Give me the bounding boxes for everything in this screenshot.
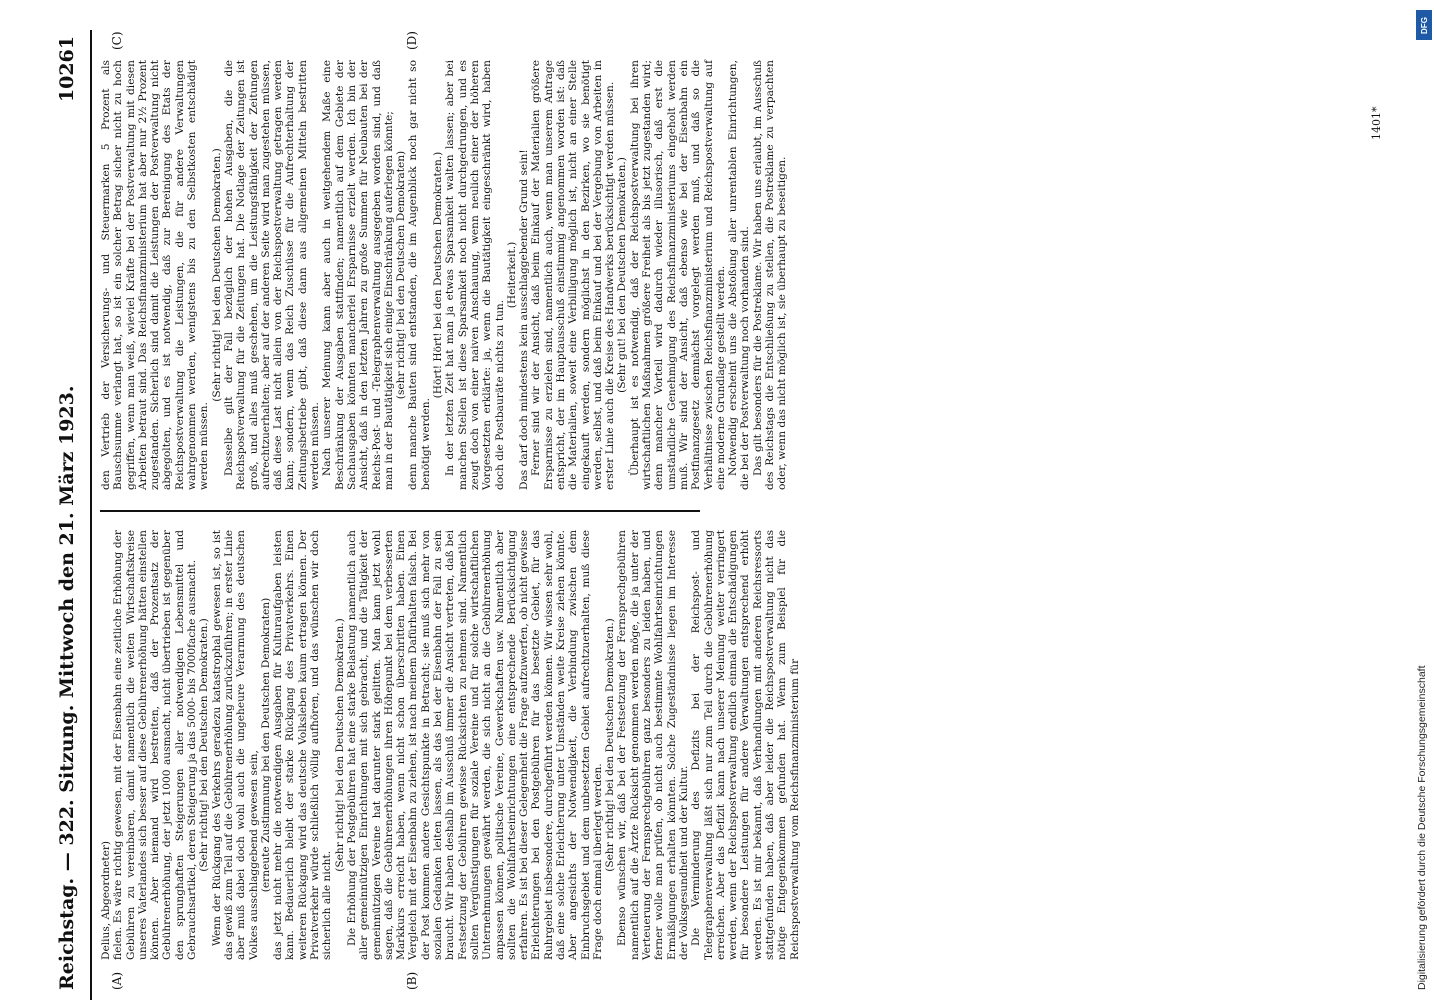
page-number: 10261 [56, 36, 78, 103]
left-column-paragraph: das jetzt nicht mehr die notwendigen Ausgaben für Kulturaufgaben leisten kann. Bedauerlich bleibt der starke Rückgang des Privatverkehrs. Einen weiteren Rückgang wird das deutsche Volksleben kaum ertragen können. Der Privatverkehr würde schließlich völlig aufhören, und das wünschen wir doch sicherlich alle nicht. [272, 530, 334, 960]
right-column-paragraph: (Sehr gut! bei den Deutschen Demokraten.) [616, 157, 629, 393]
margin-mark-d: (D) [405, 31, 419, 50]
right-column-paragraph: Notwendig erscheint uns die Abstoßung aller unrentablen Einrichtungen, die bei der Postverwaltung noch vorhanden sind. [727, 60, 752, 490]
margin-mark-c: (C) [110, 31, 124, 50]
dfg-logo-text: DFG [1419, 16, 1429, 34]
left-column-paragraph: Ebenso wünschen wir, daß bei der Festsetzung der Fernsprechgebühren namentlich auf die Ärzte Rücksicht genommen werden möge, die ja unter der Verteuerung der Fernsprechgebühren ganz besonders zu leiden haben, und ferner wolle man prüfen, ob nicht auch bestimmte Wohlfahrtseinrichtungen Ermäßigungen erhalten könnten. Solche Zugeständnisse liegen im Interesse der Volksgesundheit und der Kultur. [616, 530, 690, 960]
signature-mark: 1401* [1370, 106, 1383, 140]
right-column-paragraph: Ferner sind wir der Ansicht, daß beim Einkauf der Materialien größere Ersparnisse zu erzielen sind, namentlich auch, wenn man unserem Antrage entspricht, der im Hauptausschuß einstimmig angenommen worden ist: daß die Materialien, soweit eine Verbilligung möglich ist, nicht an einer Stelle eingekauft werden, sondern möglichst in den Bezirken, wo sie benötigt werden, selbst, und daß beim Einkauf und bei der Vergebung von Arbeiten in erster Linie auch die Kreise des Handwerks berücksichtigt werden müssen. [530, 60, 617, 490]
running-head: Reichstag. — 322. Sitzung. Mittwoch den 21. März 1923. [56, 385, 78, 990]
right-column-paragraph: (Hört! Hört! bei den Deutschen Demokraten.) [432, 151, 445, 399]
rotated-page [50, 30, 1410, 1000]
digitization-strip [1414, 0, 1434, 1000]
left-column-paragraph: Wenn der Rückgang des Verkehrs geradezu katastrophal gewesen ist, so ist das gewiß zum Teil auf die Gebührenerhöhung zurückzuführen; in erster Linie aber muß dabei doch wohl auch die ungeheure Verarmung des deutschen Volkes ausschlaggebend gewesen sein, [210, 530, 260, 960]
left-column-paragraph: (Sehr richtig! bei den Deutschen Demokraten.) [198, 618, 211, 872]
page-header [50, 30, 92, 1000]
right-column-paragraph: (Heiterkeit.) [505, 241, 518, 309]
left-column [100, 530, 801, 960]
left-column-paragraph: fielen. Es wäre richtig gewesen, mit der Eisenbahn eine zeitliche Erhöhung der Gebühren zu vereinbaren, damit namentlich die weiten Wirtschaftskreise unseres Vaterlandes sich besser auf diese Gebührenerhöhung hätten einstellen können. Aber niemand wird bestreiten, daß der Prozentsatz der Gebührenerhöhung, der jetzt 1000 ausmacht, nicht übertrieben ist gegenüber den sprunghaften Steigerungen aller notwendigen Lebensmittel und Gebrauchsartikel, deren Steigerung ja das 5000- bis 7000fache ausmacht. [112, 530, 199, 960]
margin-mark-b: (B) [405, 971, 419, 990]
column-divider [100, 510, 700, 512]
right-column-paragraph: (Sehr richtig! bei den Deutschen Demokraten.) [210, 148, 223, 402]
right-column-paragraph: In der letzten Zeit hat man ja etwas Sparsamkeit walten lassen; aber bei manchen Stellen ist diese Sparsamkeit noch nicht durchgedrungen, und es zeugt doch von einer naiven Anschauung, wenn neulich einer der höheren Vorgesetzten erklärte: ja, wenn die Bautätigkeit eingeschränkt wird, haben doch die Postbauräte nichts zu tun. [444, 60, 506, 490]
right-column-paragraph: Überhaupt ist es notwendig, daß der Reichspostverwaltung bei ihren wirtschaftlichen Maßnahmen größere Freiheit als bis jetzt zugestanden wird; denn mancher Vorteil wird dadurch wieder illusorisch, daß erst die umständliche Genehmigung des Reichsfinanzministeriums eingeholt werden muß. Wir sind der Ansicht, daß ebenso wie bei der Eisenbahn ein Postfinanzgesetz demnächst vorgelegt werden muß, und daß so die Verhältnisse zwischen Reichsfinanzministerium und Reichspostverwaltung auf eine moderne Grundlage gestellt werden. [628, 60, 727, 490]
left-column-paragraph: (Sehr richtig! bei den Deutschen Demokraten.) [604, 618, 617, 872]
right-column [100, 60, 789, 490]
right-column-paragraph: den Vertrieb der Versicherungs- und Steuermarken 5 Prozent als Bauschsumme verlangt hat, so ist ein solcher Betrag sicher nicht zu hoch gegriffen, wenn man weiß, wieviel Kräfte bei der Postverwaltung mit diesen Arbeiten betraut sind. Das Reichsfinanzministerium hat aber nur 2½ Prozent zugestanden. Sicherlich sind damit die Leistungen der Postverwaltung nicht abgegolten, und es ist notwendig, daß zur Bereinigung des Etats der Reichspostverwaltung die Leistungen, die für andere Verwaltungen wahrgenommen werden, wenigstens bis zu den Selbstkosten entschädigt werden müssen. [100, 60, 211, 490]
right-column-paragraph: Dasselbe gilt der Fall bezüglich der hohen Ausgaben, die die Reichspostverwaltung für die Zeitungen hat. Die Notlage der Zeitungen ist groß, und alles muß geschehen, um die Leistungsfähigkeit der Zeitungen aufrechtzuerhalten; aber auf der anderen Seite wird man zugestehen müssen, daß diese Last nicht allein von der Reichspostverwaltung getragen werden kann; sondern, wenn das Reich Zuschüsse für die Aufrechterhaltung der Zeitungsbetriebe gibt, daß diese dann aus allgemeinen Mitteln bestritten werden müssen. [222, 60, 322, 490]
right-column-paragraph: (sehr richtig! bei den Deutschen Demokraten) [395, 150, 408, 400]
digitization-note: Digitalisierung gefördert durch die Deutsche Forschungsgemeinschaft [1416, 665, 1428, 990]
right-column-paragraph: denn manche Bauten sind entstanden, die im Augenblick noch gar nicht so benötigt werden. [407, 60, 432, 490]
margin-mark-a: (A) [110, 971, 124, 990]
right-column-paragraph: Nach unserer Meinung kann aber auch in weitgehendem Maße eine Beschränkung der Ausgaben stattfinden; namentlich auf dem Gebiete der Sachausgaben könnten mancherlei Ersparnisse erzielt werden. Ich bin der Ansicht, daß in den letzten Jahren zu große Summen für Neubauten bei der Reichs-Post- und -Telegraphenverwaltung ausgegeben worden sind, und daß man in der Bautätigkeit sich einige Einschränkung auferlegen könnte; [321, 60, 395, 490]
right-column-paragraph: Das gilt besonders für die Postreklame. Wir haben uns erlaubt, im Ausschuß des Reichstags die Entschließung zu stellen, die Postreklame zu verpachten oder, wenn das nicht möglich ist, sie überhaupt zu beseitigen. [751, 60, 789, 490]
left-column-paragraph: Die Erhöhung der Postgebühren hat eine starke Belastung namentlich auch aller gemeinnützigen Einrichtungen mit sich gebracht, und die Tätigkeit der gemeinnützigen Vereine hat darunter stark gelitten. Man kann jetzt wohl sagen, daß die Gebührenerhöhungen ihren Höhepunkt bei dem verbesserten Markkurs erreicht haben, wenn nicht schon überschritten haben. Einen Vergleich mit der Eisenbahn zu ziehen, ist nach meinem Dafürhalten falsch. Bei der Post kommen andere Gesichtspunkte in Betracht; sie muß sich mehr von sozialen Gedanken leiten lassen, als das bei der Eisenbahn der Fall zu sein braucht. Wir haben deshalb im Ausschuß immer die Ansicht vertreten, daß bei Festsetzung der Gebühren gewisse Rücksichten zu nehmen sind. Namentlich sollten Vergünstigungen für soziale Vereine und für solche wirtschaftlichen Unternehmungen gewährt werden, die sich nicht an die Gebührenerhöhung anpassen können, politische Vereine, Gewerkschaften usw. Namentlich aber sollten die Wohlfahrtseinrichtungen eine entsprechende Berücksichtigung erfahren. Es ist bei dieser Gelegenheit die Frage aufzuwerfen, ob nicht gewisse Erleichterungen bei den Postgebühren für das besetzte Gebiet, für das Ruhrgebiet insbesondere, durchgeführt werden können. Wir wissen sehr wohl, daß eine solche Erleichterung unter Umständen weite Kreise ziehen könnte. Aber angesichts der Notwendigkeit, die Verbindung zwischen dem Einbruchsgebiet und dem unbesetzten Gebiet aufrechtzuerhalten, muß diese Frage doch einmal überlegt werden. [345, 530, 604, 960]
left-column-paragraph: (erneute Zustimmung bei den Deutschen Demokraten) [259, 597, 272, 893]
left-column-paragraph: (Sehr richtig! bei den Deutschen Demokraten.) [333, 618, 346, 872]
right-column-paragraph: Das darf doch mindestens kein ausschlaggebender Grund sein! [518, 149, 531, 490]
left-column-paragraph: Delius, Abgeordneter) [100, 840, 112, 960]
left-column-paragraph: Die Verminderung des Defizits bei der Reichspost- und Telegraphenverwaltung läßt sich nur zum Teil durch die Gebührenerhöhung erreichen. Aber das Defizit kann nach unserer Meinung weiter verringert werden, wenn der Reichspostverwaltung endlich einmal die Entschädigungen für besondere Leistungen für andere Verwaltungen entsprechend erhöht werden. Es ist mir bekannt, daß Verhandlungen mit anderen Reichsressorts stattgefunden haben, daß aber leider die Reichspostverwaltung nicht das nötige Entgegenkommen gefunden hat. Wenn zum Beispiel für die Reichspostverwaltung vom Reichsfinanzministerium für [690, 530, 801, 960]
